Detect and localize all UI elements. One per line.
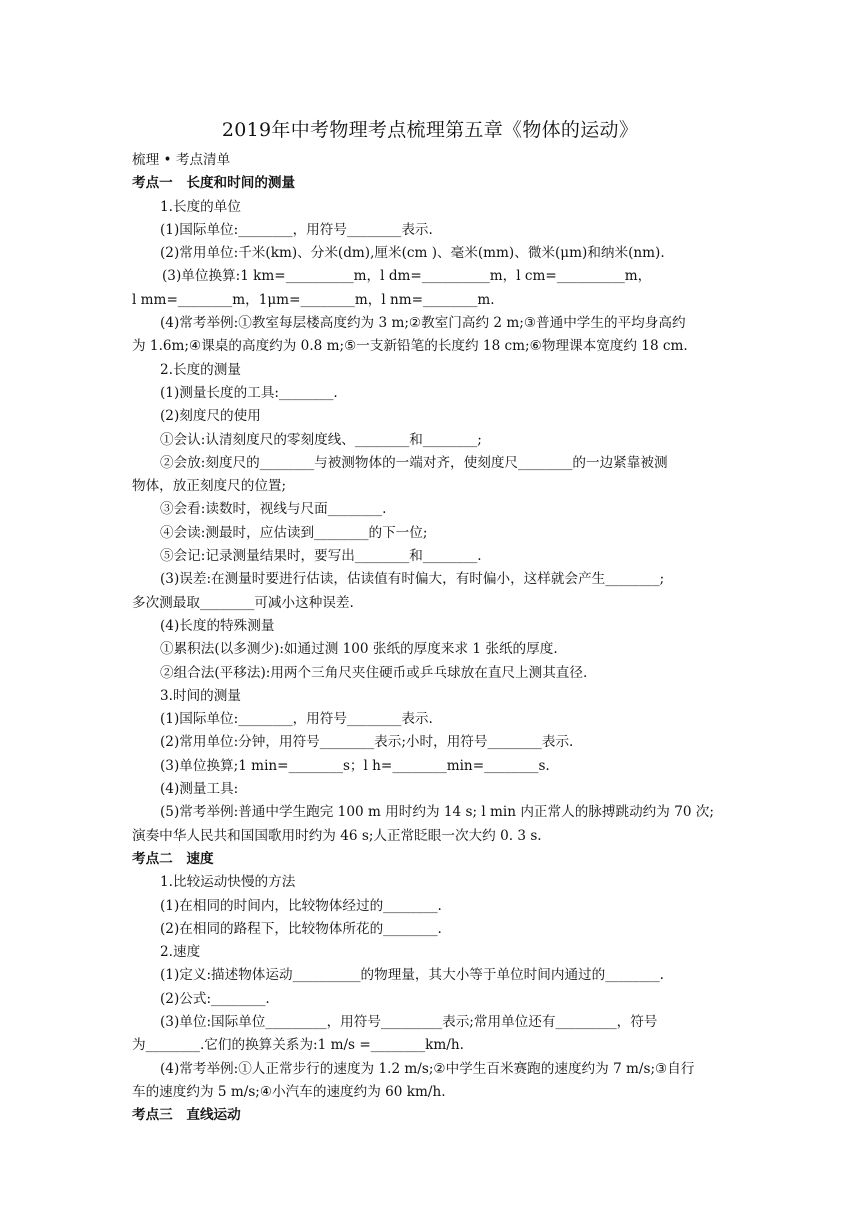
- subheading: 2.长度的测量: [160, 361, 241, 378]
- text-line: (3)误差:在测量时要进行估读，估读值有时偏大，有时偏小，这样就会产生________;: [160, 571, 665, 588]
- text-line: 为________.它们的换算关系为:1 m/s =________km/h.: [132, 1037, 464, 1054]
- text-line: ①累积法(以多测少):如通过测 100 张纸的厚度来求 1 张纸的厚度.: [160, 641, 558, 658]
- section-heading: 考点二 速度: [132, 850, 214, 867]
- text-line: (2)公式:________.: [160, 990, 270, 1007]
- text-line: ④会读:测最时，应估读到________的下一位;: [160, 524, 428, 541]
- text-line: (4)常考举例:①教室每层楼高度约为 3 m;②教室门高约 2 m;③普通中学生的平均身高约: [160, 315, 686, 332]
- section-heading: 考点三 直线运动: [132, 1107, 241, 1124]
- text-line: ⑤会记:记录测量结果时，要写出________和________.: [160, 548, 482, 565]
- section-heading: 考点一 长度和时间的测量: [132, 175, 296, 192]
- text-line: (5)常考举例:普通中学生跑完 100 m 用时约为 14 s; l min 内正常人的脉搏跳动约为 70 次;: [160, 804, 714, 821]
- subheading: 2.速度: [160, 944, 201, 961]
- text-line: (1)测量长度的工具:________.: [160, 384, 338, 401]
- text-line: (3)单位:国际单位_________，用符号_________表示;常用单位还有_________，符号: [160, 1013, 658, 1030]
- text-line: (3)单位换算;1 min=________s；l h=________min=________s.: [160, 757, 550, 774]
- text-line: (4)长度的特殊测量: [160, 617, 275, 634]
- text-line: ②会放:刻度尺的________与被测物体的一端对齐，使刻度尺________的一边紧靠被测: [160, 454, 668, 471]
- text-line: (1)定义:描述物体运动__________的物理量，其大小等于单位时间内通过的________.: [160, 967, 664, 984]
- text-line: 演奏中华人民共和国国歌用时约为 46 s;人正常眨眼一次大约 0. 3 s.: [132, 827, 542, 844]
- text-line: (1)国际单位:________，用符号________表示.: [160, 711, 433, 728]
- text-line: 为 1.6m;④课桌的高度约为 0.8 m;⑤一支新铅笔的长度约 18 cm;⑥物理课本宽度约 18 cm.: [132, 338, 688, 355]
- text-line: ③会看:读数时，视线与尺面________.: [160, 501, 387, 518]
- text-line: (4)常考举例:①人正常步行的速度为 1.2 m/s;②中学生百米赛跑的速度约为 7 m/s;③自行: [160, 1060, 695, 1077]
- text-line: 多次测最取________可减小这种误差.: [132, 594, 354, 611]
- subheading: 1.长度的单位: [160, 198, 241, 215]
- document-title: 2019年中考物理考点梳理第五章《物体的运动》: [221, 119, 639, 141]
- text-line: (2)刻度尺的使用: [160, 408, 261, 425]
- text-line: (4)测量工具:: [160, 781, 239, 798]
- text-line: 车的速度约为 5 m/s;④小汽车的速度约为 60 km/h.: [132, 1083, 446, 1100]
- text-line: 物体，放正刻度尺的位置;: [132, 478, 287, 495]
- text-line: (3)单位换算:1 km=__________m，l dm=__________m，l cm=__________m，: [162, 268, 652, 285]
- subheading: 1.比较运动快慢的方法: [160, 874, 296, 891]
- text-line: (1)国际单位:________，用符号________表示.: [160, 221, 433, 238]
- text-line: (2)常用单位:千米(km)、分米(dm),厘米(cm )、毫米(mm)、微米(μm)和纳米(nm).: [160, 245, 665, 262]
- text-line: (2)在相同的路程下，比较物体所花的________.: [160, 920, 442, 937]
- section-label: 梳理 • 考点清单: [132, 152, 231, 168]
- subheading: 3.时间的测量: [160, 687, 241, 704]
- text-line: (1)在相同的时间内，比较物体经过的________.: [160, 897, 442, 914]
- text-line: ②组合法(平移法):用两个三角尺夹住硬币或乒乓球放在直尺上测其直径.: [160, 664, 588, 681]
- document-body: [132, 149, 732, 1127]
- text-line: ①会认:认清刻度尺的零刻度线、________和________;: [160, 431, 482, 448]
- text-line: l mm=________m，1μm=________m，l nm=________m.: [132, 291, 495, 308]
- text-line: (2)常用单位:分钟，用符号________表示;小时，用符号________表示.: [160, 734, 574, 751]
